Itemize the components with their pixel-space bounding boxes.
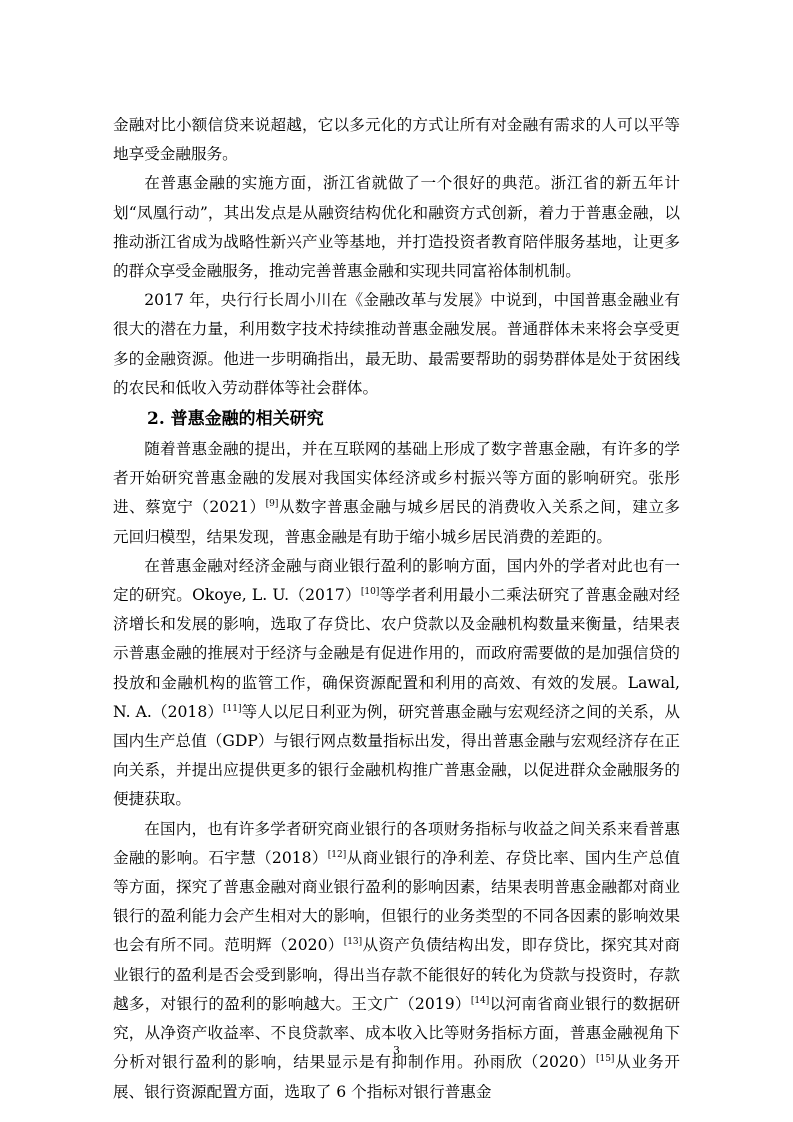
- text-run: 2017 年，央行行长周小川在《金融改革与发展》中说到，中国普惠金融业有很大的潜在力量，利用数字技术持续推动普惠金融发展。普通群体未来将会享受更多的金融资源。他进一步明确指出，最无助、最需要帮助的弱势群体是处于贫困线的农民和低收入劳动群体等社会群体。: [113, 291, 680, 397]
- citation-marker: [12]: [327, 849, 347, 860]
- text-run: 在国内，也有许多学者研究商业银行的各项财务指标与收益之间关系来看普惠金融的影响。石宇慧（2018）: [113, 819, 680, 867]
- text-run: 在普惠金融的实施方面，浙江省就做了一个很好的典范。浙江省的新五年计划“凤凰行动”，其出发点是从融资结构优化和融资方式创新，着力于普惠金融，以推动浙江省成为战略性新兴产业等基地，并打造投资者教育陪伴服务基地，让更多的群众享受金融服务，推动完善普惠金融和实现共同富裕体制机制。: [113, 174, 680, 281]
- text-run: 从商业银行的净利差、存贷比率、国内生产总值等方面，探究了普惠金融对商业银行盈利的影响因素，结果表明普惠金融都对商业银行的盈利能力会产生相对大的影响，但银行的业务类型的不同各因素的影响效果也会有所不同。范明辉（2020）: [113, 848, 680, 955]
- text-run: 等学者利用最小二乘法研究了普惠金融对经济增长和发展的影响，选取了存贷比、农户贷款以及金融机构数量来衡量，结果表示普惠金融的推展对于经济与金融是有促进作用的，而政府需要做的是加强信贷的投放和金融机构的监管工作，确保资源配置和利用的高效、有效的发展。Lawal, N. A.（2018）: [113, 586, 680, 721]
- citation-marker: [9]: [265, 499, 279, 510]
- paragraph-6: [113, 815, 680, 1107]
- citation-marker: [15]: [595, 1054, 615, 1065]
- text-run: 在普惠金融对经济金融与商业银行盈利的影响方面，国内外的学者对此也有一定的研究。Okoye, L. U.（2017）: [113, 556, 680, 605]
- citation-marker: [11]: [223, 703, 242, 714]
- citation-marker: [14]: [470, 995, 490, 1006]
- text-run: 随着普惠金融的提出，并在互联网的基础上形成了数字普惠金融，有许多的学者开始研究普惠金融的发展对我国实体经济或乡村振兴等方面的影响研究。张彤进、蔡宽宁（2021）: [113, 440, 680, 517]
- citation-marker: [13]: [343, 937, 363, 948]
- paragraph-2: [113, 169, 680, 286]
- paragraph-3: [113, 286, 680, 403]
- paragraph-1: [113, 111, 680, 169]
- text-run: 金融对比小额信贷来说超越，它以多元化的方式让所有对金融有需求的人可以平等地享受金融服务。: [113, 116, 680, 164]
- text-run: 以河南省商业银行的数据研究，从净资产收益率、不良贷款率、成本收入比等财务指标方面，普惠金融视角下分析对银行盈利的影响，结果显示是有抑制作用。孙雨欣（2020）: [113, 994, 680, 1072]
- text-run: 从业务开展、银行资源配置方面，选取了 6 个指标对银行普惠金: [113, 1053, 680, 1101]
- text-run: 从数字普惠金融与城乡居民的消费收入关系之间，建立多元回归模型，结果发现，普惠金融是有助于缩小城乡居民消费的差距的。: [113, 498, 680, 546]
- paragraph-4: [113, 435, 680, 552]
- text-run: 等人以尼日利亚为例，研究普惠金融与宏观经济之间的关系，从国内生产总值（GDP）与银行网点数量指标出发，得出普惠金融与宏观经济存在正向关系，并提出应提供更多的银行金融机构推广普惠金融，以促进群众金融服务的便捷获取。: [113, 702, 680, 809]
- page-number: 3: [393, 1044, 400, 1057]
- text-run: 从资产负债结构出发，即存贷比，探究其对商业银行的盈利是否会受到影响，得出当存款不能很好的转化为贷款与投资时，存款越多，对银行的盈利的影响越大。王文广（2019）: [113, 936, 680, 1013]
- body-text: [113, 111, 680, 1107]
- section-heading: 2. 普惠金融的相关研究: [147, 409, 324, 430]
- citation-marker: [10]: [360, 587, 380, 598]
- paragraph-5: [113, 552, 680, 815]
